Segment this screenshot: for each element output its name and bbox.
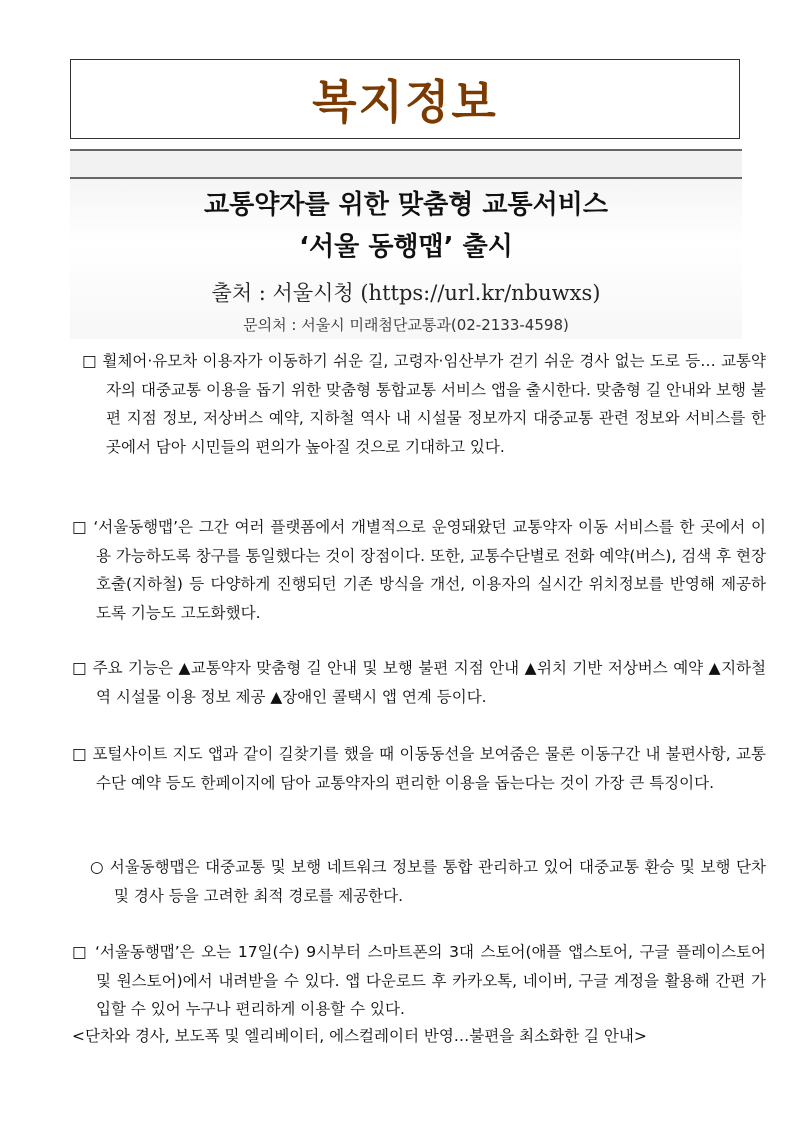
paragraph-4: □ 포털사이트 지도 앱과 같이 길찾기를 했을 때 이동동선을 보여줌은 물론 이동구간 내 불편사항, 교통 수단 예약 등도 한페이지에 담아 교통약자의 편리한 이용을 돕는다는 것이 가장 큰 특징이다. [72,745,766,792]
paragraph-2: □ ‘서울동행맵’은 그간 여러 플랫폼에서 개별적으로 운영돼왔던 교통약자 이동 서비스를 한 곳에서 이용 가능하도록 창구를 통일했다는 것이 장점이다. 또한, 교통수단별로 전화 예약(버스), 검색 후 현장 호출(지하철) 등 다양하게 진행되던 기존 방식을 개선, 이용자의 실시간 위치정보를 반영해 제공하도록 기능도 고도화했다. [72,518,766,622]
paragraph-1: □ 휠체어·유모차 이용자가 이동하기 쉬운 길, 고령자·임산부가 걷기 쉬운 경사 없는 도로 등… 교통약자의 대중교통 이용을 돕기 위한 맞춤형 통합교통 서비스 앱을 출시한다. 맞춤형 길 안내와 보행 불편 지점 정보, 저상버스 예약, 지하철 역사 내 시설물 정보까지 대중교통 관련 정보와 서비스를 한 곳에서 담아 시민들의 편의가 높아질 것으로 기대하고 있다. [82,352,766,456]
article-headline-line1: 교통약자를 위한 맞춤형 교통서비스 [204,190,608,220]
paragraph-5: ○ 서울동행맵은 대중교통 및 보행 네트워크 정보를 통합 관리하고 있어 대중교통 환승 및 보행 단차 및 경사 등을 고려한 최적 경로를 제공한다. [90,858,766,905]
article-contact: 문의처 : 서울시 미래첨단교통과(02-2133-4598) [243,316,569,334]
page-title: 복지정보 [312,75,498,129]
image-caption: <단차와 경사, 보도폭 및 엘리베이터, 에스컬레이터 반영…불편을 최소화한 길 안내> [72,1027,647,1045]
paragraph-3: □ 주요 기능은 ▲교통약자 맞춤형 길 안내 및 보행 불편 지점 안내 ▲위치 기반 저상버스 예약 ▲지하철역 시설물 이용 정보 제공 ▲장애인 콜택시 앱 연계 등이다. [72,659,766,706]
title-box [70,59,740,139]
article-source: 출처 : 서울시청 (https://url.kr/nbuwxs) [211,281,601,305]
paragraph-6: □ ‘서울동행맵’은 오는 17일(수) 9시부터 스마트폰의 3대 스토어(애플 앱스토어, 구글 플레이스토어 및 원스토어)에서 내려받을 수 있다. 앱 다운로드 후 카카오톡, 네이버, 구글 계정을 활용해 간편 가입할 수 있어 누구나 편리하게 이용할 수 있다. [72,943,766,1018]
header-band-top [70,149,742,179]
article-headline-line2: ‘서울 동행맵’ 출시 [299,232,513,262]
